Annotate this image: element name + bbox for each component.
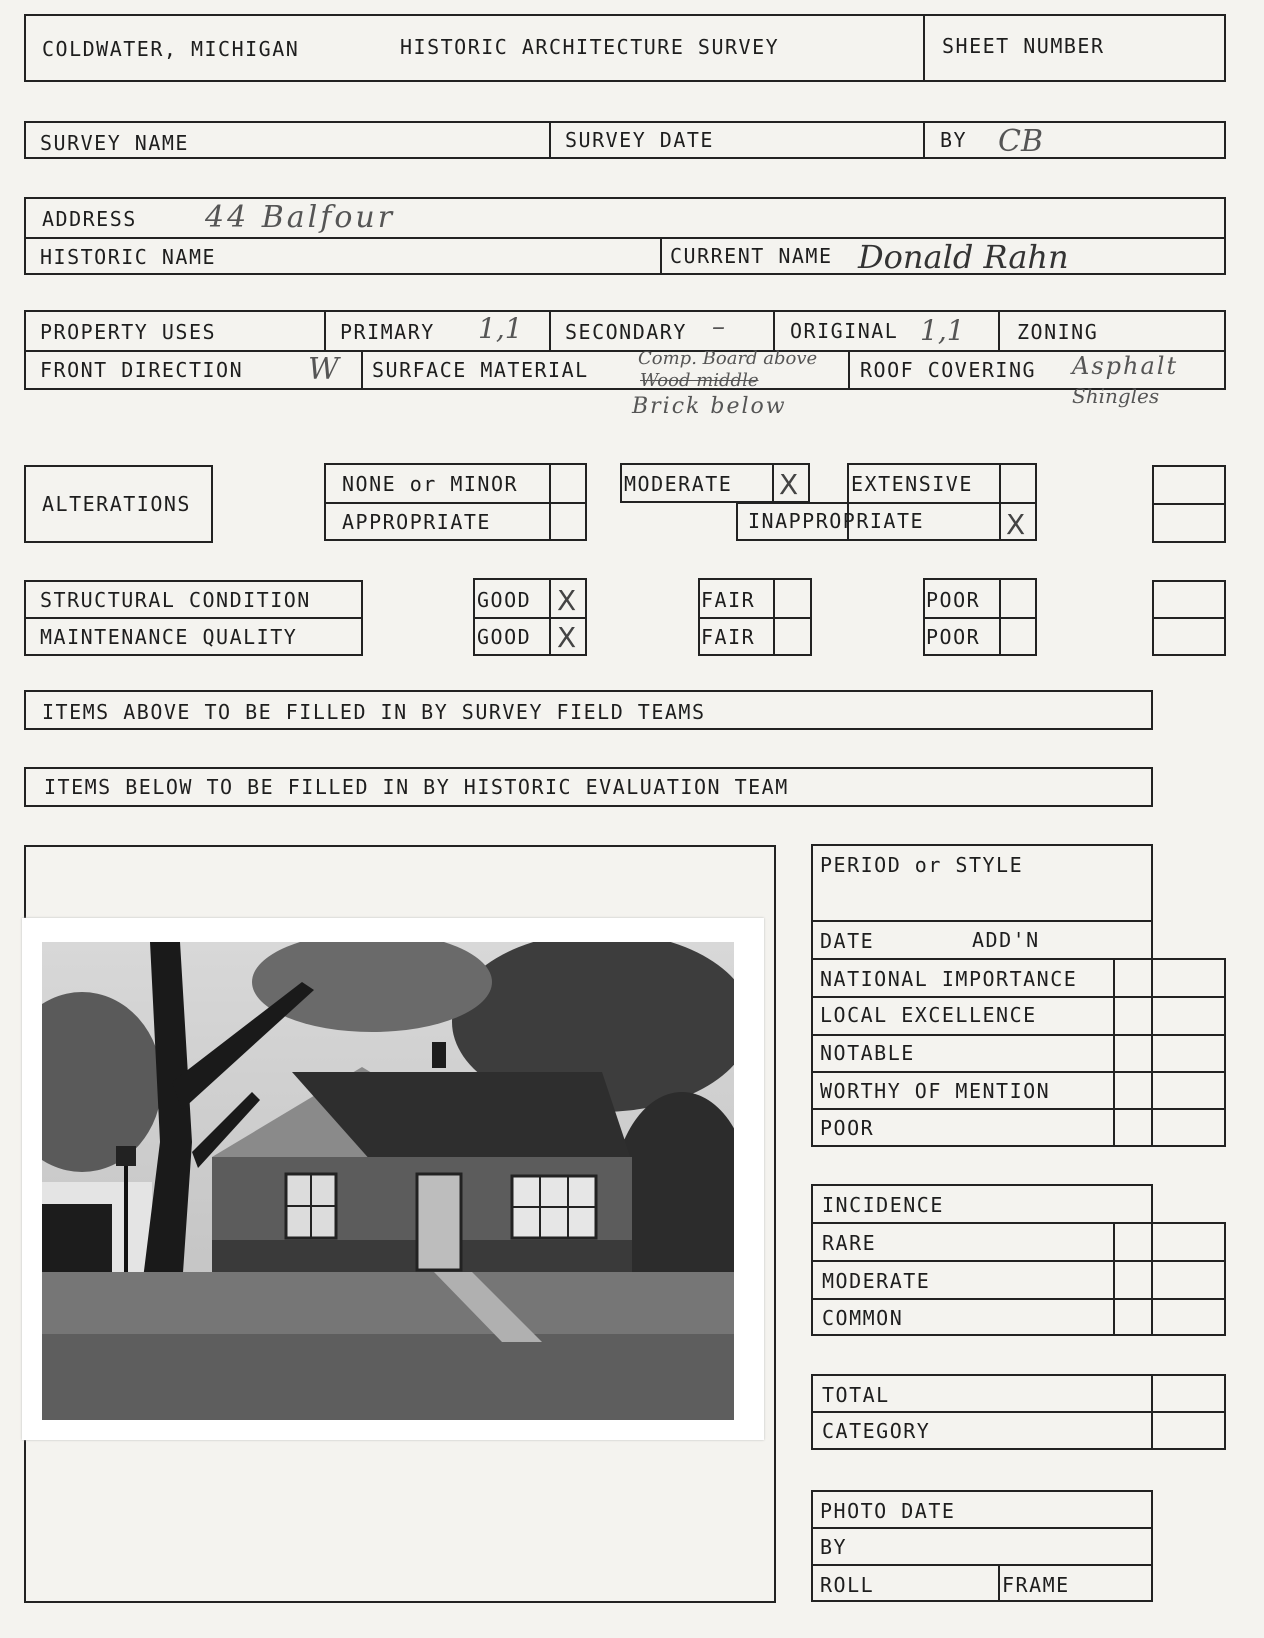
appropriate-label: APPROPRIATE bbox=[342, 510, 491, 534]
eval-line-4 bbox=[811, 1034, 1226, 1036]
maintenance-poor-label: POOR bbox=[926, 625, 981, 649]
good-line bbox=[473, 617, 587, 619]
prop-div-6 bbox=[848, 350, 850, 390]
note-above: ITEMS ABOVE TO BE FILLED IN BY SURVEY FIELD TEAMS bbox=[42, 700, 706, 724]
eval-col-1 bbox=[1113, 958, 1115, 1146]
inc-col-1 bbox=[1113, 1222, 1115, 1336]
rare-label: RARE bbox=[822, 1231, 877, 1255]
alterations-label: ALTERATIONS bbox=[42, 492, 191, 516]
prop-div-4 bbox=[998, 310, 1000, 350]
front-direction-label: FRONT DIRECTION bbox=[40, 358, 244, 382]
address-divider bbox=[660, 237, 662, 275]
roof-covering-line1: Asphalt bbox=[1072, 352, 1179, 380]
photo-date-label: PHOTO DATE bbox=[820, 1499, 956, 1523]
notable-label: NOTABLE bbox=[820, 1041, 915, 1065]
photo-info-line-2 bbox=[811, 1564, 1153, 1566]
frame-label: FRAME bbox=[1002, 1573, 1070, 1597]
surface-material-line1: Comp. Board above bbox=[638, 348, 818, 369]
maintenance-fair-label: FAIR bbox=[701, 625, 756, 649]
structural-good-label: GOOD bbox=[477, 588, 532, 612]
fair-line bbox=[698, 617, 812, 619]
eval-poor-label: POOR bbox=[820, 1116, 875, 1140]
house-photo bbox=[42, 942, 734, 1420]
secondary-label: SECONDARY bbox=[565, 320, 687, 344]
property-uses-label: PROPERTY USES bbox=[40, 320, 217, 344]
condition-score-line bbox=[1152, 617, 1226, 619]
structural-poor-label: POOR bbox=[926, 588, 981, 612]
form-title: HISTORIC ARCHITECTURE SURVEY bbox=[400, 35, 780, 59]
common-label: COMMON bbox=[822, 1306, 904, 1330]
sheet-number-label: SHEET NUMBER bbox=[942, 34, 1105, 58]
eval-line-2 bbox=[811, 958, 1226, 960]
surface-material-label: SURFACE MATERIAL bbox=[372, 358, 589, 382]
moderate-label: MODERATE bbox=[624, 472, 733, 496]
address-value: 44 Balfour bbox=[205, 200, 396, 235]
secondary-value: – bbox=[712, 312, 725, 342]
local-excellence-label: LOCAL EXCELLENCE bbox=[820, 1003, 1037, 1027]
survey-divider-1 bbox=[549, 121, 551, 159]
city-label: COLDWATER, MICHIGAN bbox=[42, 37, 300, 61]
structural-fair-label: FAIR bbox=[701, 588, 756, 612]
front-direction-value: W bbox=[308, 352, 339, 387]
alterations-score-line bbox=[1152, 503, 1226, 505]
surface-material-line2: Wood middle bbox=[640, 370, 759, 391]
property-line bbox=[24, 350, 1226, 352]
maintenance-good-mark: X bbox=[557, 621, 577, 654]
maintenance-quality-label: MAINTENANCE QUALITY bbox=[40, 625, 298, 649]
address-label: ADDRESS bbox=[42, 207, 137, 231]
zoning-label: ZONING bbox=[1017, 320, 1099, 344]
poor-line bbox=[923, 617, 1037, 619]
historic-name-label: HISTORIC NAME bbox=[40, 245, 217, 269]
addn-label: ADD'N bbox=[972, 928, 1040, 952]
primary-value: 1,1 bbox=[478, 312, 523, 345]
eval-line-5 bbox=[811, 1071, 1226, 1073]
maintenance-good-label: GOOD bbox=[477, 625, 532, 649]
inc-line-1 bbox=[811, 1222, 1226, 1224]
roof-covering-line2: Shingles bbox=[1072, 384, 1160, 408]
photo-by-label: BY bbox=[820, 1535, 848, 1559]
roll-label: ROLL bbox=[820, 1573, 875, 1597]
inc-line-4 bbox=[1113, 1334, 1226, 1336]
inc-line-2 bbox=[811, 1260, 1226, 1262]
prop-div-2 bbox=[549, 310, 551, 350]
photo-info-line-1 bbox=[811, 1527, 1153, 1529]
structural-condition-label: STRUCTURAL CONDITION bbox=[40, 588, 311, 612]
structural-good-mark: X bbox=[557, 584, 577, 617]
survey-divider-2 bbox=[923, 121, 925, 159]
prop-div-3 bbox=[773, 310, 775, 350]
good-check-div bbox=[549, 578, 551, 656]
survey-date-label: SURVEY DATE bbox=[565, 128, 714, 152]
survey-by-label: BY bbox=[940, 128, 968, 152]
totals-line bbox=[811, 1411, 1226, 1413]
total-label: TOTAL bbox=[822, 1383, 890, 1407]
alt-line-a bbox=[324, 502, 587, 504]
national-importance-label: NATIONAL IMPORTANCE bbox=[820, 967, 1078, 991]
incidence-moderate-label: MODERATE bbox=[822, 1269, 931, 1293]
original-value: 1,1 bbox=[920, 314, 965, 347]
roof-covering-label: ROOF COVERING bbox=[860, 358, 1037, 382]
inc-line-3 bbox=[811, 1298, 1226, 1300]
prop-div-5 bbox=[361, 350, 363, 390]
inappropriate-label: INAPPROPRIATE bbox=[748, 509, 925, 533]
header-divider bbox=[923, 14, 925, 82]
poor-check-div bbox=[999, 578, 1001, 656]
alt-check-div-1 bbox=[549, 463, 551, 541]
original-label: ORIGINAL bbox=[790, 319, 899, 343]
moderate-check-div bbox=[772, 463, 774, 503]
photo-info-col bbox=[998, 1564, 1000, 1602]
eval-line-1 bbox=[811, 920, 1153, 922]
eval-col-2 bbox=[1224, 958, 1226, 1146]
period-style-label: PERIOD or STYLE bbox=[820, 853, 1024, 877]
condition-line bbox=[24, 617, 363, 619]
fair-check-div bbox=[773, 578, 775, 656]
eval-line-7 bbox=[1113, 1145, 1226, 1147]
date-label: DATE bbox=[820, 929, 875, 953]
incidence-label: INCIDENCE bbox=[822, 1193, 944, 1217]
none-minor-label: NONE or MINOR bbox=[342, 472, 519, 496]
note-below: ITEMS BELOW TO BE FILLED IN BY HISTORIC EVALUATION TEAM bbox=[44, 775, 789, 799]
moderate-mark: X bbox=[779, 468, 799, 501]
inc-col-2 bbox=[1224, 1222, 1226, 1336]
eval-line-3 bbox=[811, 996, 1226, 998]
current-name-value: Donald Rahn bbox=[858, 238, 1069, 276]
totals-col bbox=[1151, 1374, 1153, 1450]
current-name-label: CURRENT NAME bbox=[670, 244, 833, 268]
primary-label: PRIMARY bbox=[340, 320, 435, 344]
surface-material-line3: Brick below bbox=[632, 394, 787, 419]
prop-div-1 bbox=[324, 310, 326, 350]
worthy-label: WORTHY OF MENTION bbox=[820, 1079, 1051, 1103]
category-label: CATEGORY bbox=[822, 1419, 931, 1443]
survey-by-value: CB bbox=[998, 124, 1043, 159]
survey-name-label: SURVEY NAME bbox=[40, 131, 189, 155]
eval-line-6 bbox=[811, 1108, 1226, 1110]
extensive-label: EXTENSIVE bbox=[851, 472, 973, 496]
inappropriate-mark: X bbox=[1006, 508, 1026, 541]
